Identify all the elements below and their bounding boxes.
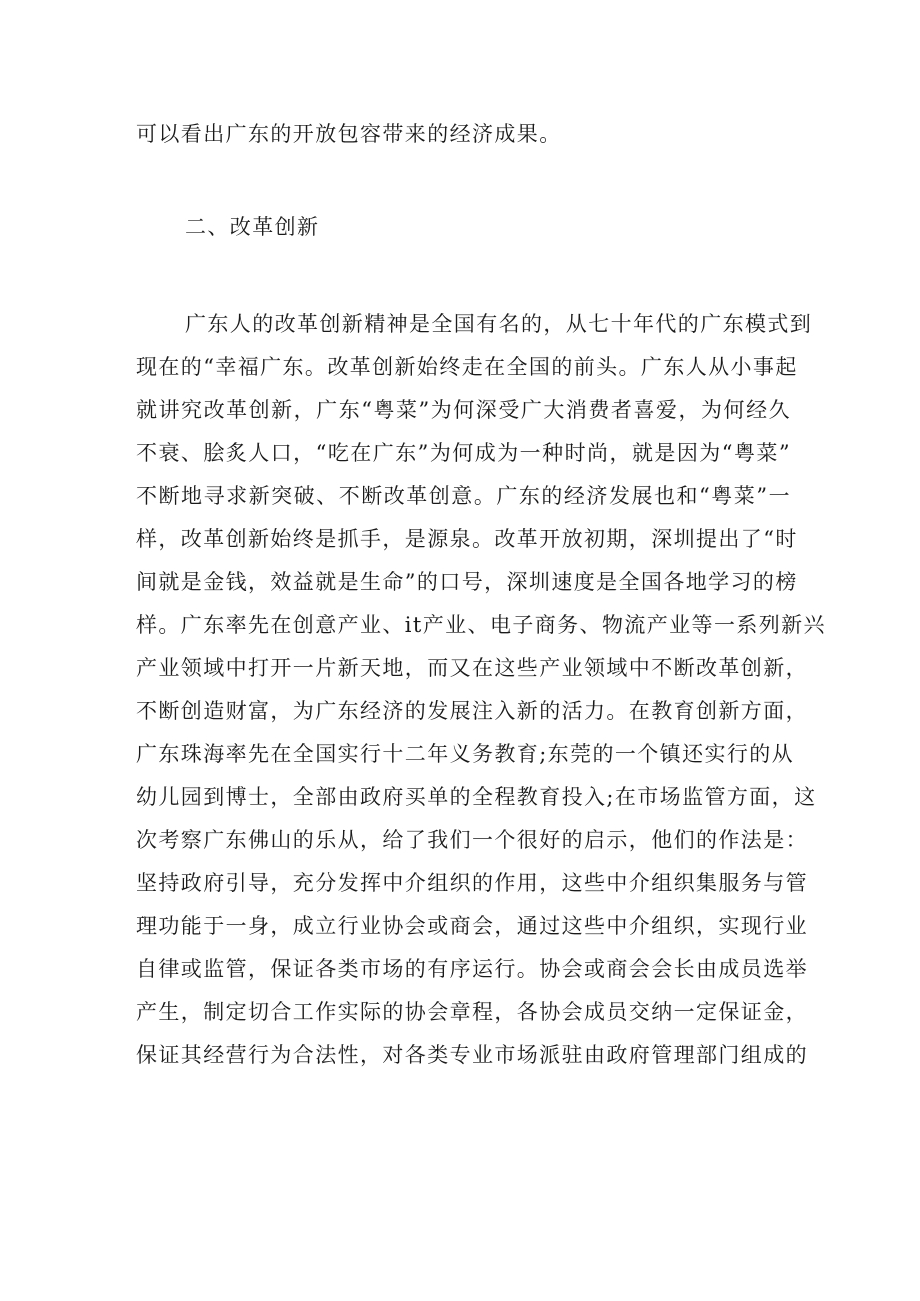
continuation-line-block bbox=[136, 113, 791, 156]
paragraph-line: 产业领域中打开一片新天地，而又在这些产业领域中不断改革创新， bbox=[136, 656, 808, 680]
paragraph-line: 幼儿园到博士，全部由政府买单的全程教育投入;在市场监管方面，这 bbox=[136, 785, 817, 809]
paragraph-line: 坚持政府引导，充分发挥中介组织的作用，这些中介组织集服务与管 bbox=[136, 871, 808, 895]
paragraph-line: 间就是金钱，效益就是生命”的口号，深圳速度是全国各地学习的榜 bbox=[136, 570, 798, 594]
paragraph-line: 理功能于一身，成立行业协会或商会，通过这些中介组织，实现行业 bbox=[136, 914, 808, 938]
paragraph-line: 自律或监管，保证各类市场的有序运行。协会或商会会长由成员选举 bbox=[136, 957, 808, 981]
paragraph-line: 不衰、脍炙人口，“吃在广东”为何成为一种时尚，就是因为“粤菜” bbox=[136, 441, 791, 465]
paragraph-line: 次考察广东佛山的乐从，给了我们一个很好的启示，他们的作法是： bbox=[136, 828, 808, 852]
paragraph-line: 就讲究改革创新，广东“粤菜”为何深受广大消费者喜爱，为何经久 bbox=[136, 398, 791, 422]
continuation-line: 可以看出广东的开放包容带来的经济成果。 bbox=[136, 122, 562, 146]
paragraph-line: 不断创造财富，为广东经济的发展注入新的活力。在教育创新方面， bbox=[136, 699, 808, 723]
paragraph-line: 保证其经营行为合法性，对各类专业市场派驻由政府管理部门组成的 bbox=[136, 1043, 808, 1067]
section-heading-block bbox=[185, 206, 840, 249]
paragraph-line: 样，改革创新始终是抓手，是源泉。改革开放初期，深圳提出了“时 bbox=[136, 527, 798, 551]
paragraph-line: 广东珠海率先在全国实行十二年义务教育;东莞的一个镇还实行的从 bbox=[136, 742, 795, 766]
paragraph-line: 产生，制定切合工作实际的协会章程，各协会成员交纳一定保证金， bbox=[136, 1000, 808, 1024]
paragraph-line: 现在的“幸福广东。改革创新始终走在全国的前头。广东人从小事起 bbox=[136, 355, 798, 379]
paragraph-line: 广东人的改革创新精神是全国有名的，从七十年代的广东模式到 bbox=[185, 312, 813, 336]
body-paragraph bbox=[136, 303, 826, 1077]
section-heading: 二、改革创新 bbox=[185, 215, 320, 239]
paragraph-line: 样。广东率先在创意产业、it产业、电子商务、物流产业等一系列新兴 bbox=[136, 613, 826, 637]
paragraph-line: 不断地寻求新突破、不断改革创意。广东的经济发展也和“粤菜”一 bbox=[136, 484, 791, 508]
